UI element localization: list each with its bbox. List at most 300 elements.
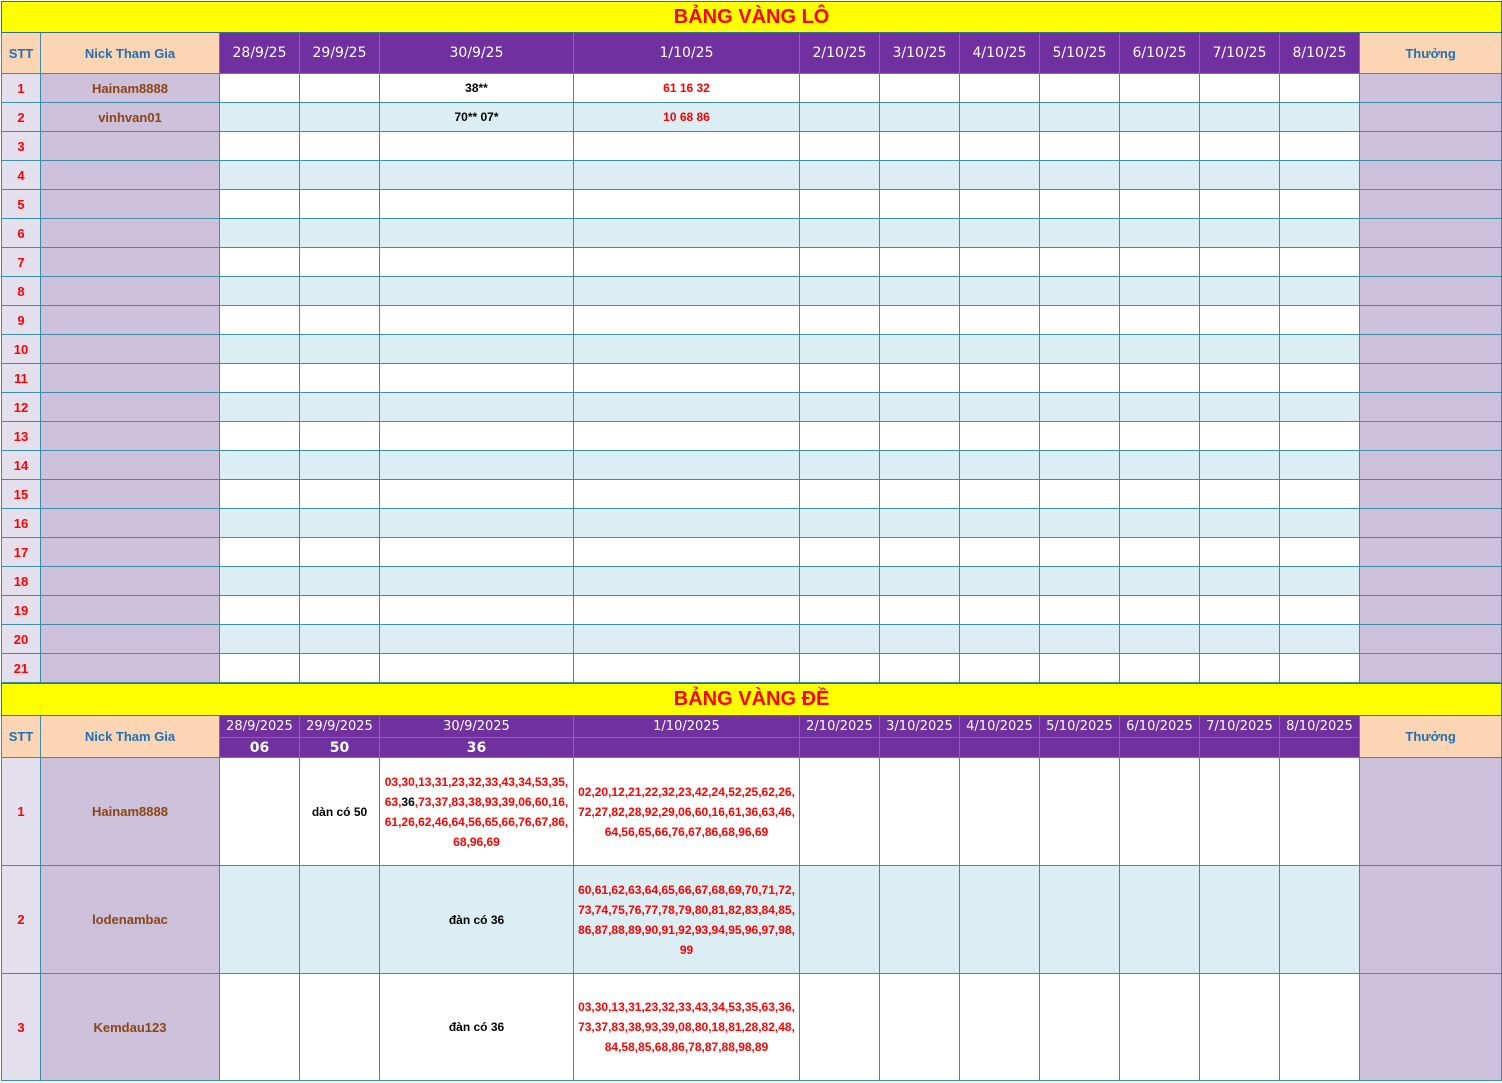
lo-cell[interactable] (380, 335, 574, 364)
lo-cell[interactable] (1280, 364, 1360, 393)
lo-cell[interactable] (880, 596, 960, 625)
lo-cell[interactable] (1280, 74, 1360, 103)
lo-cell[interactable] (960, 219, 1040, 248)
lo-reward-cell[interactable] (1360, 74, 1502, 103)
lo-cell[interactable] (300, 132, 380, 161)
lo-reward-cell[interactable] (1360, 103, 1502, 132)
lo-cell[interactable] (1280, 219, 1360, 248)
lo-cell[interactable] (1200, 306, 1280, 335)
lo-cell[interactable] (960, 567, 1040, 596)
lo-cell[interactable] (300, 190, 380, 219)
lo-cell[interactable] (1120, 74, 1200, 103)
lo-cell[interactable] (1200, 538, 1280, 567)
lo-cell[interactable] (1200, 219, 1280, 248)
lo-row-nick[interactable] (41, 654, 220, 683)
lo-cell[interactable] (1040, 654, 1120, 683)
lo-cell[interactable] (1280, 567, 1360, 596)
lo-cell[interactable] (220, 480, 300, 509)
lo-reward-cell[interactable] (1360, 596, 1502, 625)
lo-cell[interactable] (1280, 132, 1360, 161)
lo-cell[interactable] (1120, 190, 1200, 219)
lo-cell[interactable] (1280, 538, 1360, 567)
lo-cell[interactable] (800, 306, 880, 335)
de-reward-cell[interactable] (1360, 974, 1502, 1081)
lo-cell[interactable] (300, 654, 380, 683)
lo-cell[interactable] (1200, 248, 1280, 277)
de-cell[interactable] (300, 974, 380, 1081)
lo-cell[interactable] (380, 190, 574, 219)
lo-cell[interactable] (1280, 596, 1360, 625)
lo-reward-cell[interactable] (1360, 625, 1502, 654)
lo-reward-cell[interactable] (1360, 277, 1502, 306)
lo-cell[interactable] (220, 335, 300, 364)
lo-cell[interactable] (1200, 161, 1280, 190)
lo-cell[interactable] (300, 451, 380, 480)
lo-cell[interactable] (960, 480, 1040, 509)
lo-cell[interactable] (300, 567, 380, 596)
lo-reward-cell[interactable] (1360, 393, 1502, 422)
lo-cell[interactable]: 10 68 86 (574, 103, 800, 132)
lo-cell[interactable] (380, 306, 574, 335)
lo-cell[interactable] (300, 219, 380, 248)
de-cell[interactable] (1200, 866, 1280, 974)
lo-cell[interactable] (1040, 219, 1120, 248)
lo-cell[interactable] (574, 480, 800, 509)
lo-cell[interactable] (1120, 509, 1200, 538)
lo-row-nick[interactable] (41, 132, 220, 161)
lo-cell[interactable] (1120, 393, 1200, 422)
lo-cell[interactable] (880, 393, 960, 422)
lo-cell[interactable] (1040, 625, 1120, 654)
lo-cell[interactable] (880, 451, 960, 480)
de-cell[interactable] (960, 758, 1040, 866)
de-cell[interactable] (220, 866, 300, 974)
lo-row-nick[interactable] (41, 393, 220, 422)
lo-cell[interactable] (1200, 364, 1280, 393)
lo-cell[interactable] (880, 509, 960, 538)
lo-cell[interactable] (1120, 161, 1200, 190)
lo-cell[interactable] (960, 538, 1040, 567)
lo-cell[interactable] (1200, 654, 1280, 683)
de-cell[interactable] (1200, 758, 1280, 866)
de-cell[interactable] (300, 866, 380, 974)
lo-row-nick[interactable]: Hainam8888 (41, 74, 220, 103)
lo-cell[interactable] (1200, 335, 1280, 364)
lo-cell[interactable] (1120, 248, 1200, 277)
lo-cell[interactable] (1280, 248, 1360, 277)
lo-cell[interactable] (220, 161, 300, 190)
lo-cell[interactable] (1040, 277, 1120, 306)
de-cell[interactable] (880, 758, 960, 866)
lo-row-nick[interactable] (41, 219, 220, 248)
lo-cell[interactable] (1200, 422, 1280, 451)
lo-cell[interactable]: 70** 07* (380, 103, 574, 132)
lo-cell[interactable] (300, 306, 380, 335)
lo-row-nick[interactable] (41, 451, 220, 480)
lo-cell[interactable] (800, 248, 880, 277)
lo-cell[interactable] (220, 364, 300, 393)
lo-row-nick[interactable] (41, 277, 220, 306)
lo-cell[interactable] (960, 596, 1040, 625)
lo-cell[interactable] (1120, 364, 1200, 393)
lo-row-nick[interactable] (41, 625, 220, 654)
lo-cell[interactable] (574, 219, 800, 248)
lo-cell[interactable] (380, 422, 574, 451)
lo-cell[interactable] (960, 393, 1040, 422)
lo-row-nick[interactable] (41, 335, 220, 364)
lo-row-nick[interactable] (41, 538, 220, 567)
lo-cell[interactable] (1120, 335, 1200, 364)
lo-cell[interactable] (800, 451, 880, 480)
de-cell[interactable] (1280, 974, 1360, 1081)
lo-cell[interactable] (960, 625, 1040, 654)
lo-cell[interactable] (574, 596, 800, 625)
lo-cell[interactable] (380, 364, 574, 393)
lo-reward-cell[interactable] (1360, 480, 1502, 509)
lo-cell[interactable] (1280, 509, 1360, 538)
lo-cell[interactable] (960, 190, 1040, 219)
lo-cell[interactable] (1040, 509, 1120, 538)
lo-cell[interactable] (800, 625, 880, 654)
lo-cell[interactable] (300, 248, 380, 277)
lo-reward-cell[interactable] (1360, 422, 1502, 451)
lo-row-nick[interactable] (41, 306, 220, 335)
lo-cell[interactable] (1120, 596, 1200, 625)
lo-reward-cell[interactable] (1360, 306, 1502, 335)
de-cell[interactable] (220, 974, 300, 1081)
lo-cell[interactable] (1040, 248, 1120, 277)
lo-cell[interactable] (1200, 132, 1280, 161)
de-cell[interactable] (380, 758, 574, 866)
lo-cell[interactable] (880, 306, 960, 335)
lo-cell[interactable] (220, 219, 300, 248)
lo-reward-cell[interactable] (1360, 567, 1502, 596)
lo-cell[interactable] (380, 277, 574, 306)
lo-cell[interactable] (800, 567, 880, 596)
lo-cell[interactable] (800, 74, 880, 103)
lo-cell[interactable] (1280, 393, 1360, 422)
lo-cell[interactable] (574, 190, 800, 219)
lo-cell[interactable] (574, 306, 800, 335)
lo-cell[interactable] (1040, 422, 1120, 451)
lo-cell[interactable] (1280, 103, 1360, 132)
lo-cell[interactable] (1040, 567, 1120, 596)
lo-cell[interactable] (380, 480, 574, 509)
lo-cell[interactable] (574, 364, 800, 393)
lo-cell[interactable] (220, 538, 300, 567)
lo-cell[interactable] (1200, 74, 1280, 103)
lo-cell[interactable] (1120, 219, 1200, 248)
lo-cell[interactable] (300, 335, 380, 364)
lo-cell[interactable] (1200, 480, 1280, 509)
lo-cell[interactable] (1200, 625, 1280, 654)
lo-cell[interactable] (220, 625, 300, 654)
lo-cell[interactable] (1280, 480, 1360, 509)
lo-cell[interactable] (1280, 161, 1360, 190)
lo-cell[interactable] (880, 277, 960, 306)
lo-cell[interactable] (220, 596, 300, 625)
lo-cell[interactable] (220, 509, 300, 538)
lo-cell[interactable] (574, 248, 800, 277)
lo-row-nick[interactable] (41, 567, 220, 596)
lo-cell[interactable] (880, 219, 960, 248)
lo-row-nick[interactable]: vinhvan01 (41, 103, 220, 132)
de-cell[interactable] (880, 974, 960, 1081)
lo-cell[interactable] (800, 132, 880, 161)
lo-cell[interactable] (380, 509, 574, 538)
lo-reward-cell[interactable] (1360, 451, 1502, 480)
de-cell[interactable] (1120, 974, 1200, 1081)
lo-cell[interactable] (574, 277, 800, 306)
lo-cell[interactable] (960, 132, 1040, 161)
lo-cell[interactable] (800, 103, 880, 132)
lo-cell[interactable] (574, 335, 800, 364)
lo-cell[interactable] (880, 248, 960, 277)
lo-cell[interactable] (1040, 335, 1120, 364)
lo-cell[interactable] (800, 190, 880, 219)
lo-cell[interactable] (220, 451, 300, 480)
lo-cell[interactable] (880, 538, 960, 567)
lo-cell[interactable] (1120, 625, 1200, 654)
lo-cell[interactable]: 61 16 32 (574, 74, 800, 103)
lo-cell[interactable] (1280, 654, 1360, 683)
lo-cell[interactable] (880, 161, 960, 190)
lo-cell[interactable] (1120, 132, 1200, 161)
de-cell[interactable]: 02,20,12,21,22,32,23,42,24,52,25,62,26,72,27,82,28,92,29,06,60,16,61,36,63,46,64,56,65,66,76,67,86,68,96,69 (574, 758, 800, 866)
lo-cell[interactable] (800, 654, 880, 683)
lo-cell[interactable] (1200, 567, 1280, 596)
lo-cell[interactable] (1200, 103, 1280, 132)
lo-cell[interactable] (380, 625, 574, 654)
lo-cell[interactable] (960, 103, 1040, 132)
lo-cell[interactable] (380, 393, 574, 422)
lo-cell[interactable] (880, 567, 960, 596)
de-cell[interactable] (1040, 866, 1120, 974)
de-cell[interactable] (800, 974, 880, 1081)
lo-cell[interactable] (880, 335, 960, 364)
de-row-nick[interactable]: Kemdau123 (41, 974, 220, 1081)
de-reward-cell[interactable] (1360, 758, 1502, 866)
lo-cell[interactable] (880, 625, 960, 654)
de-cell[interactable]: 60,61,62,63,64,65,66,67,68,69,70,71,72,73,74,75,76,77,78,79,80,81,82,83,84,85,86,87,88,89,90,91,92,93,94,95,96,97,98,99 (574, 866, 800, 974)
lo-cell[interactable] (1040, 103, 1120, 132)
lo-cell[interactable] (574, 451, 800, 480)
lo-cell[interactable] (800, 509, 880, 538)
lo-cell[interactable] (220, 190, 300, 219)
lo-cell[interactable] (574, 538, 800, 567)
lo-cell[interactable] (300, 277, 380, 306)
lo-cell[interactable] (880, 103, 960, 132)
lo-cell[interactable] (1280, 190, 1360, 219)
lo-reward-cell[interactable] (1360, 219, 1502, 248)
lo-cell[interactable] (380, 219, 574, 248)
lo-cell[interactable] (1040, 364, 1120, 393)
de-reward-cell[interactable] (1360, 866, 1502, 974)
lo-cell[interactable] (880, 364, 960, 393)
lo-cell[interactable] (574, 625, 800, 654)
lo-cell[interactable] (1200, 190, 1280, 219)
lo-cell[interactable] (220, 277, 300, 306)
lo-cell[interactable] (800, 161, 880, 190)
lo-reward-cell[interactable] (1360, 654, 1502, 683)
lo-cell[interactable] (1120, 654, 1200, 683)
lo-cell[interactable] (1200, 451, 1280, 480)
lo-cell[interactable] (220, 393, 300, 422)
lo-cell[interactable] (1120, 567, 1200, 596)
lo-cell[interactable] (380, 451, 574, 480)
de-row-nick[interactable]: Hainam8888 (41, 758, 220, 866)
de-cell[interactable] (1280, 758, 1360, 866)
lo-cell[interactable] (960, 422, 1040, 451)
lo-cell[interactable] (1040, 74, 1120, 103)
lo-cell[interactable] (300, 422, 380, 451)
lo-reward-cell[interactable] (1360, 538, 1502, 567)
lo-cell[interactable] (300, 538, 380, 567)
lo-row-nick[interactable] (41, 190, 220, 219)
lo-cell[interactable]: 38** (380, 74, 574, 103)
lo-cell[interactable] (800, 364, 880, 393)
lo-cell[interactable] (220, 654, 300, 683)
lo-cell[interactable] (1040, 393, 1120, 422)
lo-cell[interactable] (300, 596, 380, 625)
lo-cell[interactable] (300, 393, 380, 422)
lo-cell[interactable] (220, 422, 300, 451)
lo-reward-cell[interactable] (1360, 161, 1502, 190)
de-cell[interactable] (1200, 974, 1280, 1081)
lo-cell[interactable] (880, 74, 960, 103)
lo-cell[interactable] (1040, 538, 1120, 567)
lo-cell[interactable] (574, 422, 800, 451)
lo-cell[interactable] (220, 567, 300, 596)
lo-cell[interactable] (1120, 277, 1200, 306)
lo-row-nick[interactable] (41, 509, 220, 538)
lo-cell[interactable] (960, 451, 1040, 480)
lo-cell[interactable] (574, 393, 800, 422)
lo-cell[interactable] (1200, 393, 1280, 422)
de-cell[interactable]: dàn có 50 (300, 758, 380, 866)
lo-cell[interactable] (1120, 422, 1200, 451)
lo-cell[interactable] (800, 480, 880, 509)
lo-cell[interactable] (800, 277, 880, 306)
lo-cell[interactable] (960, 306, 1040, 335)
lo-cell[interactable] (800, 393, 880, 422)
lo-cell[interactable] (1200, 509, 1280, 538)
lo-row-nick[interactable] (41, 422, 220, 451)
lo-cell[interactable] (1280, 277, 1360, 306)
lo-cell[interactable] (1040, 480, 1120, 509)
lo-cell[interactable] (960, 654, 1040, 683)
de-cell[interactable] (1040, 974, 1120, 1081)
de-cell[interactable] (1280, 866, 1360, 974)
lo-cell[interactable] (300, 364, 380, 393)
de-cell[interactable] (880, 866, 960, 974)
lo-reward-cell[interactable] (1360, 190, 1502, 219)
lo-cell[interactable] (880, 654, 960, 683)
lo-cell[interactable] (574, 161, 800, 190)
lo-reward-cell[interactable] (1360, 364, 1502, 393)
lo-row-nick[interactable] (41, 248, 220, 277)
lo-cell[interactable] (574, 132, 800, 161)
lo-cell[interactable] (380, 596, 574, 625)
lo-cell[interactable] (574, 654, 800, 683)
lo-row-nick[interactable] (41, 364, 220, 393)
lo-cell[interactable] (960, 74, 1040, 103)
lo-cell[interactable] (800, 422, 880, 451)
lo-reward-cell[interactable] (1360, 132, 1502, 161)
lo-cell[interactable] (800, 219, 880, 248)
lo-cell[interactable] (800, 596, 880, 625)
lo-cell[interactable] (1200, 596, 1280, 625)
lo-cell[interactable] (960, 509, 1040, 538)
lo-cell[interactable] (380, 538, 574, 567)
lo-cell[interactable] (300, 74, 380, 103)
lo-cell[interactable] (574, 567, 800, 596)
lo-cell[interactable] (1280, 306, 1360, 335)
lo-cell[interactable] (220, 103, 300, 132)
lo-cell[interactable] (800, 335, 880, 364)
lo-cell[interactable] (300, 103, 380, 132)
lo-reward-cell[interactable] (1360, 248, 1502, 277)
lo-cell[interactable] (574, 509, 800, 538)
lo-cell[interactable] (300, 161, 380, 190)
lo-cell[interactable] (880, 480, 960, 509)
lo-cell[interactable] (960, 277, 1040, 306)
lo-cell[interactable] (1120, 480, 1200, 509)
de-cell[interactable]: 03,30,13,31,23,32,33,43,34,53,35,63,36,73,37,83,38,93,39,08,80,18,81,28,82,48,84,58,85,68,86,78,87,88,98,89 (574, 974, 800, 1081)
lo-cell[interactable] (960, 335, 1040, 364)
de-row-nick[interactable]: lodenambac (41, 866, 220, 974)
lo-row-nick[interactable] (41, 480, 220, 509)
de-cell[interactable] (800, 866, 880, 974)
de-cell[interactable] (220, 758, 300, 866)
lo-cell[interactable] (220, 248, 300, 277)
lo-cell[interactable] (880, 422, 960, 451)
lo-cell[interactable] (1040, 161, 1120, 190)
lo-reward-cell[interactable] (1360, 335, 1502, 364)
lo-cell[interactable] (1200, 277, 1280, 306)
lo-cell[interactable] (1120, 103, 1200, 132)
lo-cell[interactable] (1280, 335, 1360, 364)
lo-cell[interactable] (300, 625, 380, 654)
lo-row-nick[interactable] (41, 596, 220, 625)
de-cell[interactable] (1040, 758, 1120, 866)
lo-cell[interactable] (220, 132, 300, 161)
lo-cell[interactable] (1040, 306, 1120, 335)
lo-cell[interactable] (1040, 596, 1120, 625)
de-cell[interactable]: đàn có 36 (380, 974, 574, 1081)
lo-cell[interactable] (380, 248, 574, 277)
lo-cell[interactable] (1120, 451, 1200, 480)
lo-cell[interactable] (300, 480, 380, 509)
lo-cell[interactable] (380, 654, 574, 683)
de-cell[interactable] (1120, 866, 1200, 974)
lo-cell[interactable] (1280, 625, 1360, 654)
lo-cell[interactable] (880, 132, 960, 161)
lo-cell[interactable] (380, 132, 574, 161)
lo-cell[interactable] (960, 248, 1040, 277)
lo-cell[interactable] (1120, 306, 1200, 335)
lo-cell[interactable] (1040, 132, 1120, 161)
lo-cell[interactable] (220, 306, 300, 335)
lo-row-nick[interactable] (41, 161, 220, 190)
lo-cell[interactable] (1280, 422, 1360, 451)
lo-cell[interactable] (1280, 451, 1360, 480)
de-cell[interactable]: đàn có 36 (380, 866, 574, 974)
de-cell[interactable] (1120, 758, 1200, 866)
lo-cell[interactable] (960, 161, 1040, 190)
de-cell[interactable] (960, 974, 1040, 1081)
de-cell[interactable] (960, 866, 1040, 974)
